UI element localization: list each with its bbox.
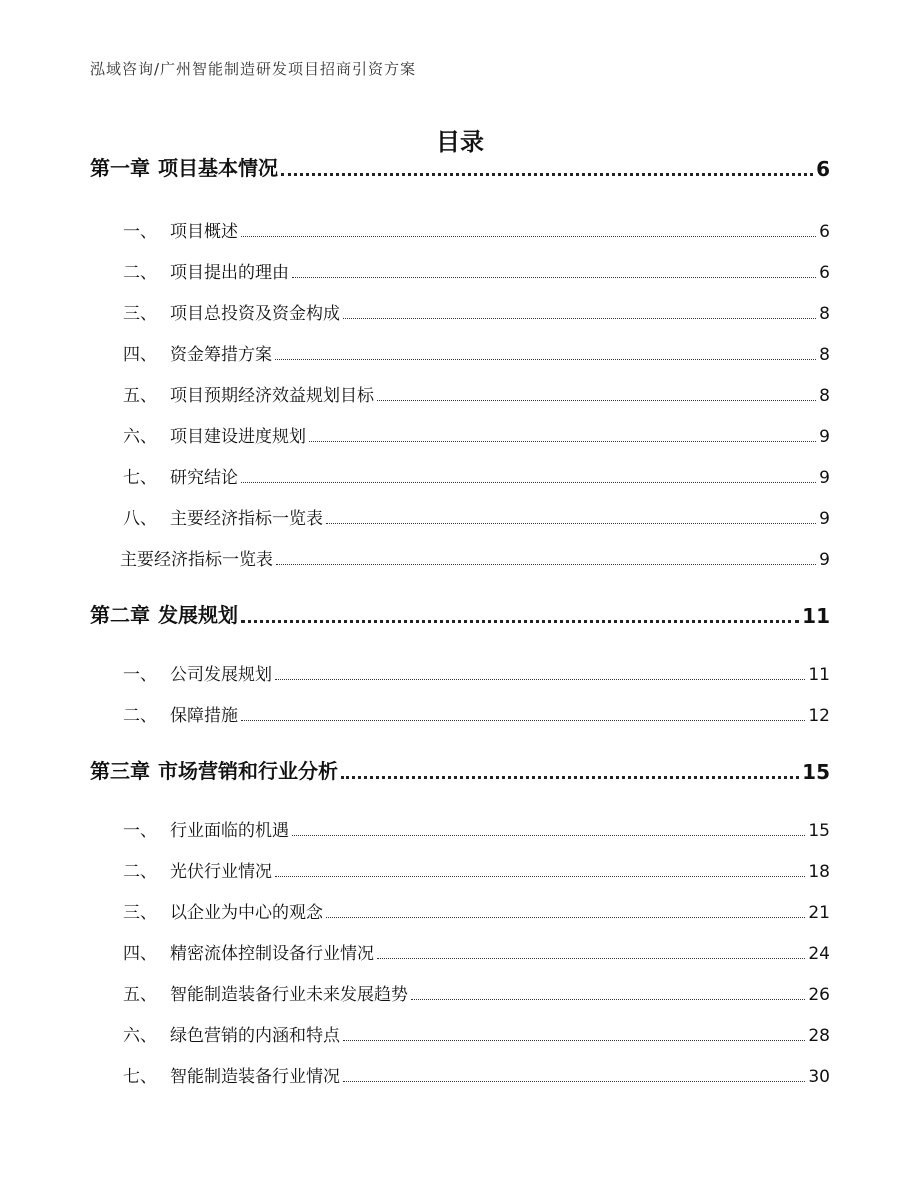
toc-page-number: 6 xyxy=(816,157,830,181)
toc-entry-number: 三、 xyxy=(123,304,157,324)
toc-entry-link[interactable] xyxy=(90,653,830,694)
toc-entry-link[interactable] xyxy=(90,415,830,456)
dot-leader xyxy=(309,441,816,442)
toc-entry-number: 一、 xyxy=(123,821,157,841)
toc-entry-label: 资金筹措方案 xyxy=(170,345,272,365)
toc-page-number: 9 xyxy=(819,427,830,447)
toc-page-number: 11 xyxy=(802,604,830,628)
toc-chapter-link[interactable] xyxy=(90,597,830,637)
toc-entry-label: 以企业为中心的观念 xyxy=(170,903,323,923)
toc-page-number: 30 xyxy=(808,1067,830,1087)
toc-page-number: 12 xyxy=(808,706,830,726)
toc-entry-number: 六、 xyxy=(123,427,157,447)
toc-entry-link[interactable] xyxy=(90,333,830,374)
toc-entry-link[interactable] xyxy=(90,538,830,579)
toc-entry-label: 智能制造装备行业情况 xyxy=(170,1067,340,1087)
toc-page-number: 15 xyxy=(802,760,830,784)
toc-entry-label: 项目总投资及资金构成 xyxy=(170,304,340,324)
toc-entry-link[interactable] xyxy=(90,456,830,497)
toc-entry-number: 二、 xyxy=(123,862,157,882)
toc-entry-number: 二、 xyxy=(123,706,157,726)
toc-page-number: 18 xyxy=(808,862,830,882)
toc-entry-label: 项目基本情况 xyxy=(158,156,278,180)
toc-page-number: 11 xyxy=(808,665,830,685)
dot-leader xyxy=(343,1040,805,1041)
toc-page-number: 8 xyxy=(819,304,830,324)
dot-leader xyxy=(241,482,816,483)
dot-leader xyxy=(326,917,805,918)
toc-chapter-link[interactable] xyxy=(90,150,830,190)
toc-entry-link[interactable] xyxy=(90,292,830,333)
toc-entry-number: 第一章 xyxy=(90,156,150,180)
dot-leader xyxy=(275,359,816,360)
dot-leader xyxy=(241,236,816,237)
dot-leader xyxy=(275,679,805,680)
toc-entry-label: 行业面临的机遇 xyxy=(170,821,289,841)
running-header: 泓域咨询/广州智能制造研发项目招商引资方案 xyxy=(90,60,417,78)
toc-entry-label: 市场营销和行业分析 xyxy=(158,759,338,783)
dot-leader xyxy=(276,564,816,565)
dot-leader xyxy=(411,999,805,1000)
toc-page-number: 9 xyxy=(819,509,830,529)
toc-entry-label: 智能制造装备行业未来发展趋势 xyxy=(170,985,408,1005)
dot-leader xyxy=(241,620,799,623)
toc-entry-number: 一、 xyxy=(123,665,157,685)
toc-entry-label: 主要经济指标一览表 xyxy=(170,509,323,529)
toc-entry-number: 七、 xyxy=(123,468,157,488)
toc-entry-label: 精密流体控制设备行业情况 xyxy=(170,944,374,964)
toc-entry-link[interactable] xyxy=(90,850,830,891)
toc-page-number: 8 xyxy=(819,345,830,365)
dot-leader xyxy=(343,318,816,319)
toc-entry-number: 六、 xyxy=(123,1026,157,1046)
dot-leader xyxy=(275,876,805,877)
toc-entry-number: 四、 xyxy=(123,345,157,365)
toc-entry-link[interactable] xyxy=(90,374,830,415)
toc-entry-link[interactable] xyxy=(90,251,830,292)
dot-leader xyxy=(292,835,805,836)
toc-page-number: 6 xyxy=(819,222,830,242)
toc-entry-label: 公司发展规划 xyxy=(170,665,272,685)
dot-leader xyxy=(343,1081,805,1082)
toc-entry-label: 绿色营销的内涵和特点 xyxy=(170,1026,340,1046)
table-of-contents xyxy=(90,150,830,1096)
toc-entry-label: 光伏行业情况 xyxy=(170,862,272,882)
toc-entry-link[interactable] xyxy=(90,809,830,850)
toc-entry-label: 发展规划 xyxy=(158,603,238,627)
toc-entry-number: 七、 xyxy=(123,1067,157,1087)
toc-page-number: 8 xyxy=(819,386,830,406)
dot-leader xyxy=(241,720,805,721)
toc-entry-link[interactable] xyxy=(90,891,830,932)
toc-entry-number: 二、 xyxy=(123,263,157,283)
toc-page-number: 9 xyxy=(819,468,830,488)
toc-entry-link[interactable] xyxy=(90,1055,830,1096)
dot-leader xyxy=(377,958,805,959)
toc-entry-label: 主要经济指标一览表 xyxy=(120,550,273,570)
toc-entry-label: 项目提出的理由 xyxy=(170,263,289,283)
dot-leader xyxy=(377,400,816,401)
toc-entry-label: 项目预期经济效益规划目标 xyxy=(170,386,374,406)
toc-entry-number: 五、 xyxy=(123,985,157,1005)
toc-entry-number: 第二章 xyxy=(90,603,150,627)
toc-entry-link[interactable] xyxy=(90,497,830,538)
toc-page-number: 6 xyxy=(819,263,830,283)
dot-leader xyxy=(281,173,813,176)
toc-entry-number: 一、 xyxy=(123,222,157,242)
toc-entry-link[interactable] xyxy=(90,973,830,1014)
toc-page-number: 24 xyxy=(808,944,830,964)
toc-page-number: 26 xyxy=(808,985,830,1005)
toc-entry-label: 项目概述 xyxy=(170,222,238,242)
dot-leader xyxy=(341,776,799,779)
toc-entry-label: 保障措施 xyxy=(170,706,238,726)
toc-entry-label: 研究结论 xyxy=(170,468,238,488)
toc-entry-number: 三、 xyxy=(123,903,157,923)
toc-entry-link[interactable] xyxy=(90,1014,830,1055)
dot-leader xyxy=(292,277,816,278)
toc-entry-number: 第三章 xyxy=(90,759,150,783)
toc-page-number: 15 xyxy=(808,821,830,841)
toc-entry-link[interactable] xyxy=(90,210,830,251)
toc-entry-number: 八、 xyxy=(123,509,157,529)
toc-page-number: 21 xyxy=(808,903,830,923)
toc-entry-number: 五、 xyxy=(123,386,157,406)
toc-entry-link[interactable] xyxy=(90,932,830,973)
toc-page-number: 28 xyxy=(808,1026,830,1046)
toc-chapter-link[interactable] xyxy=(90,753,830,793)
toc-entry-label: 项目建设进度规划 xyxy=(170,427,306,447)
toc-entry-number: 四、 xyxy=(123,944,157,964)
dot-leader xyxy=(326,523,816,524)
toc-title: 目录 xyxy=(436,128,484,156)
toc-entry-link[interactable] xyxy=(90,694,830,735)
toc-page-number: 9 xyxy=(819,550,830,570)
